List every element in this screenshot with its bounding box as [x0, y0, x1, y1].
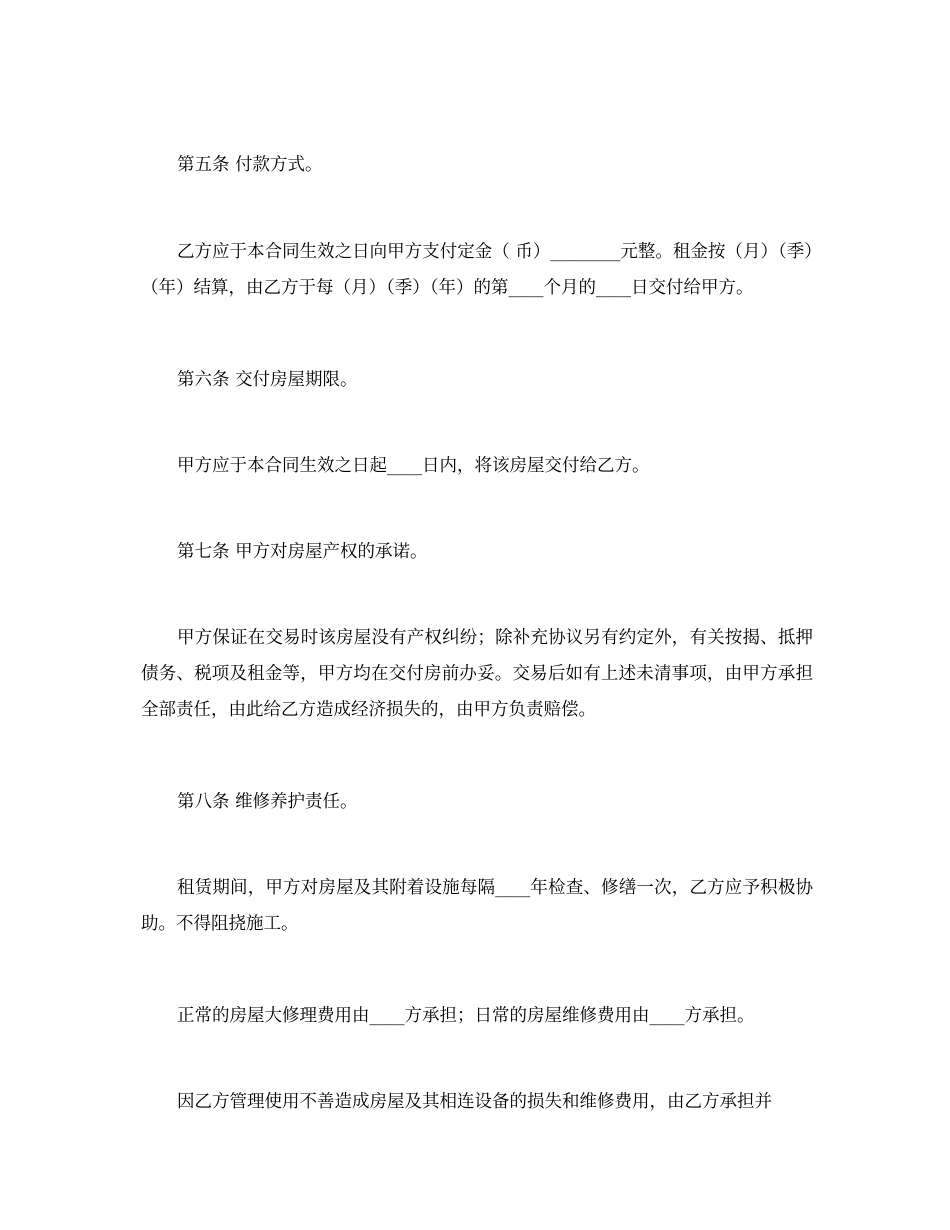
article-8-repair-costs: 正常的房屋大修理费用由____方承担；日常的房屋维修费用由____方承担。 — [177, 1006, 755, 1026]
article-5-body: 乙方应于本合同生效之日向甲方支付定金（ 币）________元整。租金按（月）（季）（年）结算，由乙方于每（月）（季）（年）的第____个月的____日交付给甲方。 — [141, 242, 813, 298]
article-5-heading: 第五条 付款方式。 — [177, 155, 323, 175]
article-8-body: 租赁期间，甲方对房屋及其附着设施每隔____年检查、修缮一次，乙方应予积极协助。不得阻挠施工。 — [141, 878, 813, 934]
article-7-body: 甲方保证在交易时该房屋没有产权纠纷；除补充协议另有约定外，有关按揭、抵押债务、税项及租金等，甲方均在交付房前办妥。交易后如有上述未清事项，由甲方承担全部责任，由此给乙方造成经济损失的，由甲方负责赔偿。 — [141, 628, 813, 720]
article-6-body: 甲方应于本合同生效之日起____日内，将该房屋交付给乙方。 — [177, 456, 650, 476]
article-7-heading: 第七条 甲方对房屋产权的承诺。 — [177, 542, 428, 562]
article-8-damage-clause: 因乙方管理使用不善造成房屋及其相连设备的损失和维修费用，由乙方承担并 — [177, 1092, 772, 1112]
article-6-heading: 第六条 交付房屋期限。 — [177, 370, 358, 390]
article-8-heading: 第八条 维修养护责任。 — [177, 792, 358, 812]
